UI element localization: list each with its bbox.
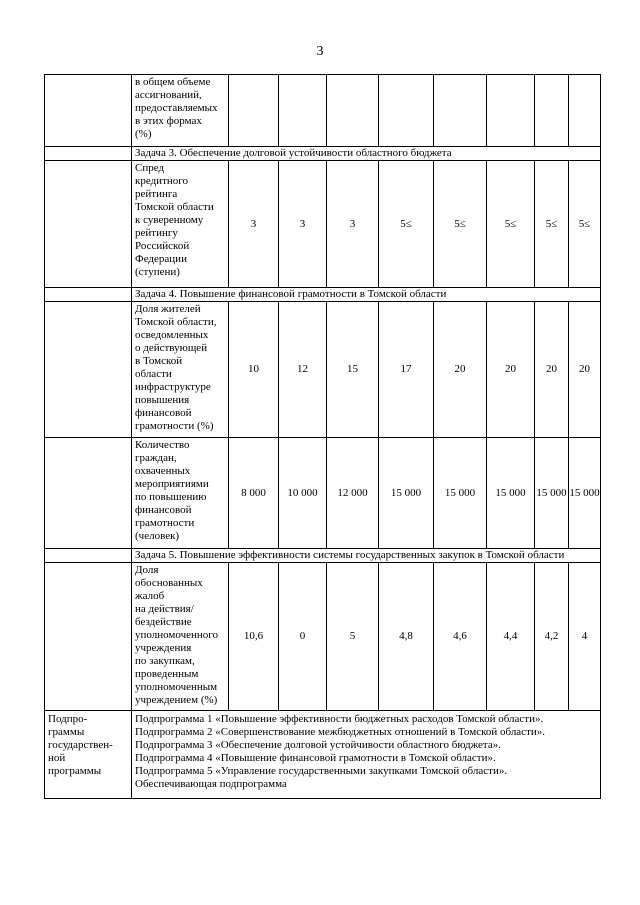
text-line: осведомленных xyxy=(135,329,209,341)
text-line: учреждением (%) xyxy=(135,694,218,706)
value-cell: 20 xyxy=(569,302,601,438)
text-line: граммы xyxy=(48,726,85,738)
text-line: (%) xyxy=(135,128,152,140)
text-line: государствен- xyxy=(48,739,113,751)
subprogram-item: Подпрограмма 3 «Обеспечение долговой устойчивости областного бюджета». xyxy=(135,739,502,751)
task-heading: Задача 3. Обеспечение долговой устойчивости областного бюджета xyxy=(132,147,601,161)
task-row xyxy=(45,549,601,563)
text-line: Спред xyxy=(135,162,165,174)
value-cell: 20 xyxy=(434,302,487,438)
table-row xyxy=(45,75,601,147)
empty-cell xyxy=(45,438,132,549)
text-line: уполномоченным xyxy=(135,681,218,693)
text-line: финансовой xyxy=(135,504,192,516)
text-line: мероприятиями xyxy=(135,478,209,490)
text-line: в общем объеме xyxy=(135,76,211,88)
empty-cell xyxy=(45,302,132,438)
value-cell xyxy=(569,75,601,147)
value-cell xyxy=(279,75,327,147)
value-cell: 5≤ xyxy=(434,161,487,288)
text-line: по закупкам, xyxy=(135,655,195,667)
empty-cell xyxy=(45,549,132,563)
text-line: жалоб xyxy=(135,590,165,602)
table-row xyxy=(45,563,601,711)
value-cell: 4 xyxy=(569,563,601,711)
text-line: грамотности (%) xyxy=(135,420,214,432)
value-cell: 10 xyxy=(229,302,279,438)
empty-cell xyxy=(45,75,132,147)
value-cell: 15 000 xyxy=(535,438,569,549)
value-cell: 8 000 xyxy=(229,438,279,549)
text-line: учреждения xyxy=(135,642,192,654)
value-cell: 5≤ xyxy=(535,161,569,288)
text-line: к суверенному xyxy=(135,214,204,226)
value-cell xyxy=(379,75,434,147)
value-cell: 20 xyxy=(487,302,535,438)
subprogram-item: Подпрограмма 5 «Управление государственными закупками Томской области». xyxy=(135,765,508,777)
text-line: области xyxy=(135,368,172,380)
text-line: в Томской xyxy=(135,355,183,367)
text-line: проведенным xyxy=(135,668,199,680)
text-line: Российской xyxy=(135,240,190,252)
task-heading: Задача 5. Повышение эффективности системы государственных закупок в Томской области xyxy=(132,549,601,563)
task-heading: Задача 4. Повышение финансовой грамотности в Томской области xyxy=(132,288,601,302)
text-line: грамотности xyxy=(135,517,195,529)
subprogram-item: Обеспечивающая подпрограмма xyxy=(135,778,287,790)
text-line: кредитного xyxy=(135,175,188,187)
text-line: программы xyxy=(48,765,102,777)
value-cell: 5≤ xyxy=(379,161,434,288)
value-cell: 20 xyxy=(535,302,569,438)
value-cell xyxy=(327,75,379,147)
text-line: охваченных xyxy=(135,465,191,477)
value-cell: 15 000 xyxy=(379,438,434,549)
subprogram-item: Подпрограмма 4 «Повышение финансовой грамотности в Томской области». xyxy=(135,752,496,764)
text-line: рейтингу xyxy=(135,227,178,239)
value-cell: 3 xyxy=(327,161,379,288)
indicator-label xyxy=(132,75,229,147)
text-line: граждан, xyxy=(135,452,177,464)
table-row xyxy=(45,161,601,288)
subprogram-item: Подпрограмма 2 «Совершенствование межбюджетных отношений в Томской области». xyxy=(135,726,546,738)
indicators-table xyxy=(44,74,601,799)
text-line: бездействие xyxy=(135,616,192,628)
text-line: Доля жителей xyxy=(135,303,201,315)
subprograms-row xyxy=(45,711,601,799)
text-line: повышения xyxy=(135,394,190,406)
empty-cell xyxy=(45,288,132,302)
value-cell: 15 000 xyxy=(434,438,487,549)
subprogram-item: Подпрограмма 1 «Повышение эффективности бюджетных расходов Томской области». xyxy=(135,713,544,725)
value-cell: 15 000 xyxy=(487,438,535,549)
text-line: Федерации xyxy=(135,253,187,265)
value-cell: 12 xyxy=(279,302,327,438)
empty-cell xyxy=(45,161,132,288)
empty-cell xyxy=(45,147,132,161)
text-line: Томской области, xyxy=(135,316,217,328)
indicator-label xyxy=(132,563,229,711)
text-line: ной xyxy=(48,752,66,764)
text-line: рейтинга xyxy=(135,188,178,200)
value-cell xyxy=(229,75,279,147)
text-line: уполномоченного xyxy=(135,629,219,641)
text-line: Томской области xyxy=(135,201,214,213)
text-line: инфраструктуре xyxy=(135,381,211,393)
table-row xyxy=(45,302,601,438)
text-line: о действующей xyxy=(135,342,208,354)
indicator-label xyxy=(132,161,229,288)
text-line: Доля xyxy=(135,564,159,576)
text-line: Количество xyxy=(135,439,190,451)
value-cell: 3 xyxy=(229,161,279,288)
text-line: на действия/ xyxy=(135,603,194,615)
value-cell: 0 xyxy=(279,563,327,711)
task-row xyxy=(45,288,601,302)
value-cell: 3 xyxy=(279,161,327,288)
value-cell: 12 000 xyxy=(327,438,379,549)
value-cell: 10,6 xyxy=(229,563,279,711)
value-cell: 5≤ xyxy=(487,161,535,288)
value-cell: 4,2 xyxy=(535,563,569,711)
text-line: финансовой xyxy=(135,407,192,419)
value-cell xyxy=(487,75,535,147)
value-cell: 15 xyxy=(327,302,379,438)
section-label xyxy=(45,711,132,799)
value-cell: 4,6 xyxy=(434,563,487,711)
value-cell: 5 xyxy=(327,563,379,711)
value-cell xyxy=(434,75,487,147)
indicator-label xyxy=(132,438,229,549)
value-cell: 4,4 xyxy=(487,563,535,711)
value-cell: 5≤ xyxy=(569,161,601,288)
page-number: 3 xyxy=(316,44,324,59)
value-cell: 17 xyxy=(379,302,434,438)
empty-cell xyxy=(45,563,132,711)
value-cell: 15 000 xyxy=(569,438,601,549)
text-line: в этих формах xyxy=(135,115,202,127)
task-row xyxy=(45,147,601,161)
text-line: ассигнований, xyxy=(135,89,202,101)
indicator-label xyxy=(132,302,229,438)
text-line: (человек) xyxy=(135,530,180,542)
subprograms-list xyxy=(132,711,601,799)
value-cell: 10 000 xyxy=(279,438,327,549)
text-line: Подпро- xyxy=(48,713,88,725)
text-line: предоставляемых xyxy=(135,102,218,114)
text-line: (ступени) xyxy=(135,266,180,278)
table-row xyxy=(45,438,601,549)
text-line: обоснованных xyxy=(135,577,203,589)
table-body xyxy=(45,75,601,799)
value-cell xyxy=(535,75,569,147)
value-cell: 4,8 xyxy=(379,563,434,711)
text-line: по повышению xyxy=(135,491,207,503)
